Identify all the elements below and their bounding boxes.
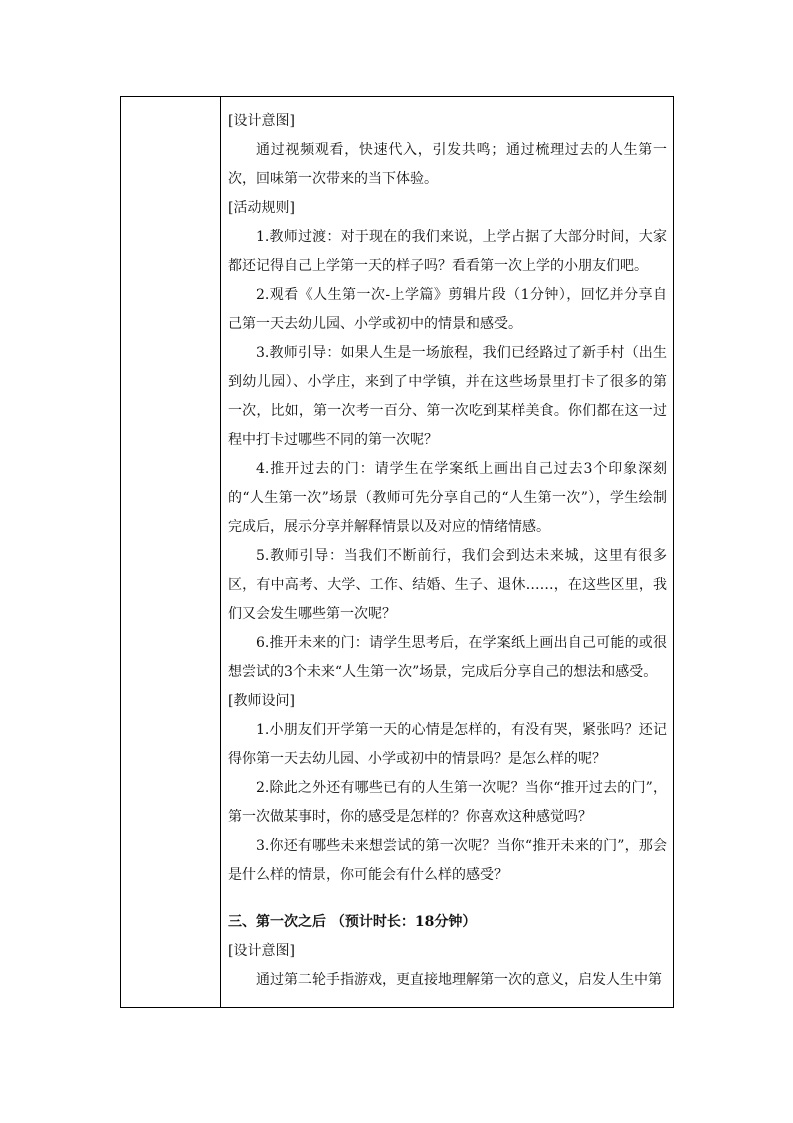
activity-rule-2: 2.观看《人生第一次-上学篇》剪辑片段（1分钟），回忆并分享自己第一天去幼儿园、小学或初中的情景和感受。 bbox=[228, 287, 667, 332]
lesson-plan-table bbox=[120, 96, 674, 1008]
teacher-question-3: 3.你还有哪些未来想尝试的第一次呢？当你“推开未来的门”，那会是什么样的情景，你可能会有什么样的感受？ bbox=[228, 838, 667, 883]
teacher-question-2: 2.除此之外还有哪些已有的人生第一次呢？当你“推开过去的门”，第一次做某事时，你的感受是怎样的？你喜欢这种感觉吗？ bbox=[228, 780, 667, 825]
activity-rules-label: [活动规则] bbox=[228, 200, 295, 216]
part3-design-intent-text: 通过第二轮手指游戏，更直接地理解第一次的意义，启发人生中第 bbox=[256, 972, 662, 988]
activity-rule-3: 3.教师引导：如果人生是一场旅程，我们已经路过了新手村（出生到幼儿园）、小学庄，来到了中学镇，并在这些场景里打卡了很多的第一次，比如，第一次考一百分、第一次吃到某样美食。你们都在这一过程中打卡过哪些不同的第一次呢？ bbox=[228, 345, 667, 448]
part3-heading: 三、第一次之后 （预计时长：18分钟） bbox=[228, 914, 477, 930]
table-content-cell bbox=[221, 97, 673, 1007]
teacher-questions-label: [教师设问] bbox=[228, 693, 295, 709]
design-intent-text: 通过视频观看，快速代入，引发共鸣；通过梳理过去的人生第一次，回味第一次带来的当下体验。 bbox=[228, 142, 667, 187]
table-left-column bbox=[121, 97, 221, 1007]
activity-rule-4: 4.推开过去的门：请学生在学案纸上画出自己过去3个印象深刻的“人生第一次”场景（教师可先分享自己的“人生第一次”），学生绘制完成后，展示分享并解释情景以及对应的情绪情感。 bbox=[228, 461, 667, 535]
section-spacer bbox=[228, 890, 667, 908]
activity-rule-1: 1.教师过渡：对于现在的我们来说，上学占据了大部分时间，大家都还记得自己上学第一天的样子吗？看看第一次上学的小朋友们吧。 bbox=[228, 229, 667, 274]
teacher-question-1: 1.小朋友们开学第一天的心情是怎样的，有没有哭，紧张吗？还记得你第一天去幼儿园、小学或初中的情景吗？是怎么样的呢？ bbox=[228, 722, 667, 767]
activity-rule-6: 6.推开未来的门：请学生思考后，在学案纸上画出自己可能的或很想尝试的3个未来“人生第一次”场景，完成后分享自己的想法和感受。 bbox=[228, 635, 667, 680]
design-intent-label: [设计意图] bbox=[228, 113, 295, 129]
part3-design-intent-label: [设计意图] bbox=[228, 943, 295, 959]
activity-rule-5: 5.教师引导：当我们不断前行，我们会到达未来城，这里有很多区，有中高考、大学、工作、结婚、生子、退休……，在这些区里，我们又会发生哪些第一次呢？ bbox=[228, 548, 667, 622]
